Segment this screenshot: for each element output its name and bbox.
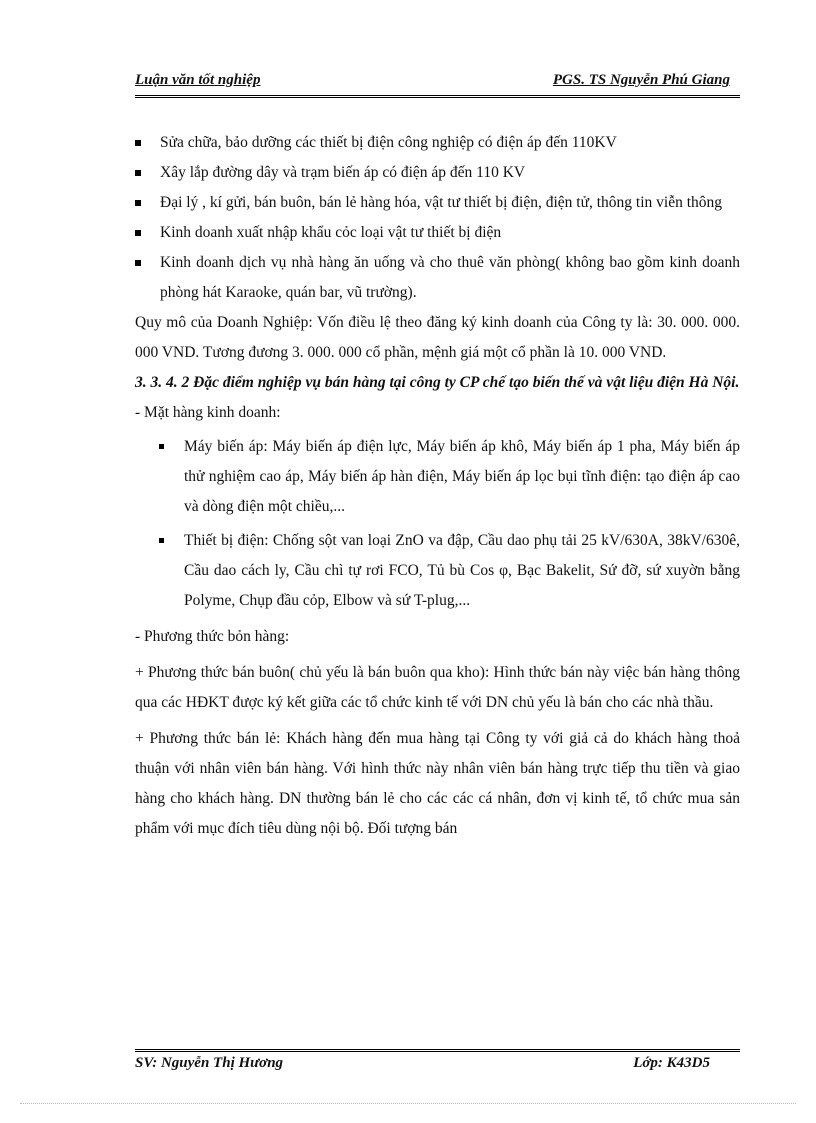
class-code: Lớp: K43D5 <box>633 1055 710 1071</box>
wholesale-paragraph: + Phương thức bán buôn( chủ yếu là bán buôn qua kho): Hình thức bán này việc bán hàng thông qua các HĐKT được ký kết giữa các tổ chức kinh tế với DN chủ yếu là bán cho các nhà thầu. <box>135 664 740 711</box>
retail-paragraph: + Phương thức bán lẻ: Khách hàng đến mua hàng tại Công ty với giả cả do khách hàng thoả thuận với nhân viên bán hàng. Với hình thức này nhân viên bán hàng trực tiếp thu tiền và giao hàng cho khách hàng. DN thường bán lẻ cho các các cá nhân, đơn vị kinh tế, tổ chức mua sản phẩm với mục đích tiêu dùng nội bộ. Đối tượng bán <box>135 730 740 837</box>
student-name: SV: Nguyễn Thị Hương <box>135 1055 284 1071</box>
business-lines-list <box>135 128 740 308</box>
square-bullet-icon <box>159 538 164 543</box>
square-bullet-icon <box>135 200 141 206</box>
page-footer <box>135 1055 740 1079</box>
square-bullet-icon <box>135 230 141 236</box>
page-body <box>135 128 740 844</box>
list-item: Xây lắp đường dây và trạm biến áp có điện áp đến 110 KV <box>135 158 740 188</box>
square-bullet-icon <box>135 140 141 146</box>
list-item: Thiết bị điện: Chống sột van loại ZnO va đập, Cầu dao phụ tải 25 kV/630A, 38kV/630ê, Cầu dao cách ly, Cầu chì tự rơi FCO, Tủ bù Cos φ, Bạc Bakelit, Sứ đỡ, sứ xuyờn bằng Polyme, Chụp đầu cỏp, Elbow và sứ T-plug,... <box>159 526 740 616</box>
products-list <box>135 432 740 616</box>
footer-divider <box>135 1049 740 1052</box>
methods-label: - Phương thức bỏn hàng: <box>135 628 290 645</box>
list-item: Đại lý , kí gửi, bán buôn, bán lẻ hàng hóa, vật tư thiết bị điện, điện tử, thông tin viễn thông <box>135 188 740 218</box>
page-edge-divider <box>20 1103 796 1104</box>
square-bullet-icon <box>135 260 141 266</box>
section-heading: 3. 3. 4. 2 Đặc điểm nghiệp vụ bán hàng tại công ty CP chế tạo biến thế và vật liệu điện Hà Nội. <box>135 374 740 391</box>
scale-paragraph: Quy mô của Doanh Nghiệp: Vốn điều lệ theo đăng ký kinh doanh của Công ty là: 30. 000. 000. 000 VND. Tương đương 3. 000. 000 cổ phần, mệnh giá một cổ phần là 10. 000 VND. <box>135 314 740 361</box>
supervisor-name: PGS. TS Nguyễn Phú Giang <box>552 72 730 88</box>
list-item: Sửa chữa, bảo dưỡng các thiết bị điện công nghiệp có điện áp đến 110KV <box>135 128 740 158</box>
thesis-title: Luận văn tốt nghiệp <box>135 72 261 88</box>
header-divider <box>135 95 740 98</box>
page-header <box>135 72 740 96</box>
products-label: - Mặt hàng kinh doanh: <box>135 404 281 421</box>
list-item: Kinh doanh dịch vụ nhà hàng ăn uống và cho thuê văn phòng( không bao gồm kinh doanh phòng hát Karaoke, quán bar, vũ trường). <box>135 248 740 308</box>
square-bullet-icon <box>159 444 164 449</box>
list-item: Kinh doanh xuất nhập khẩu cỏc loại vật tư thiết bị điện <box>135 218 740 248</box>
list-item: Máy biến áp: Máy biến áp điện lực, Máy biến áp khô, Máy biến áp 1 pha, Máy biến áp thử nghiệm cao áp, Máy biến áp hàn điện, Máy biến áp lọc bụi tĩnh điện: tạo điện áp cao và dòng điện một chiều,... <box>159 432 740 522</box>
square-bullet-icon <box>135 170 141 176</box>
